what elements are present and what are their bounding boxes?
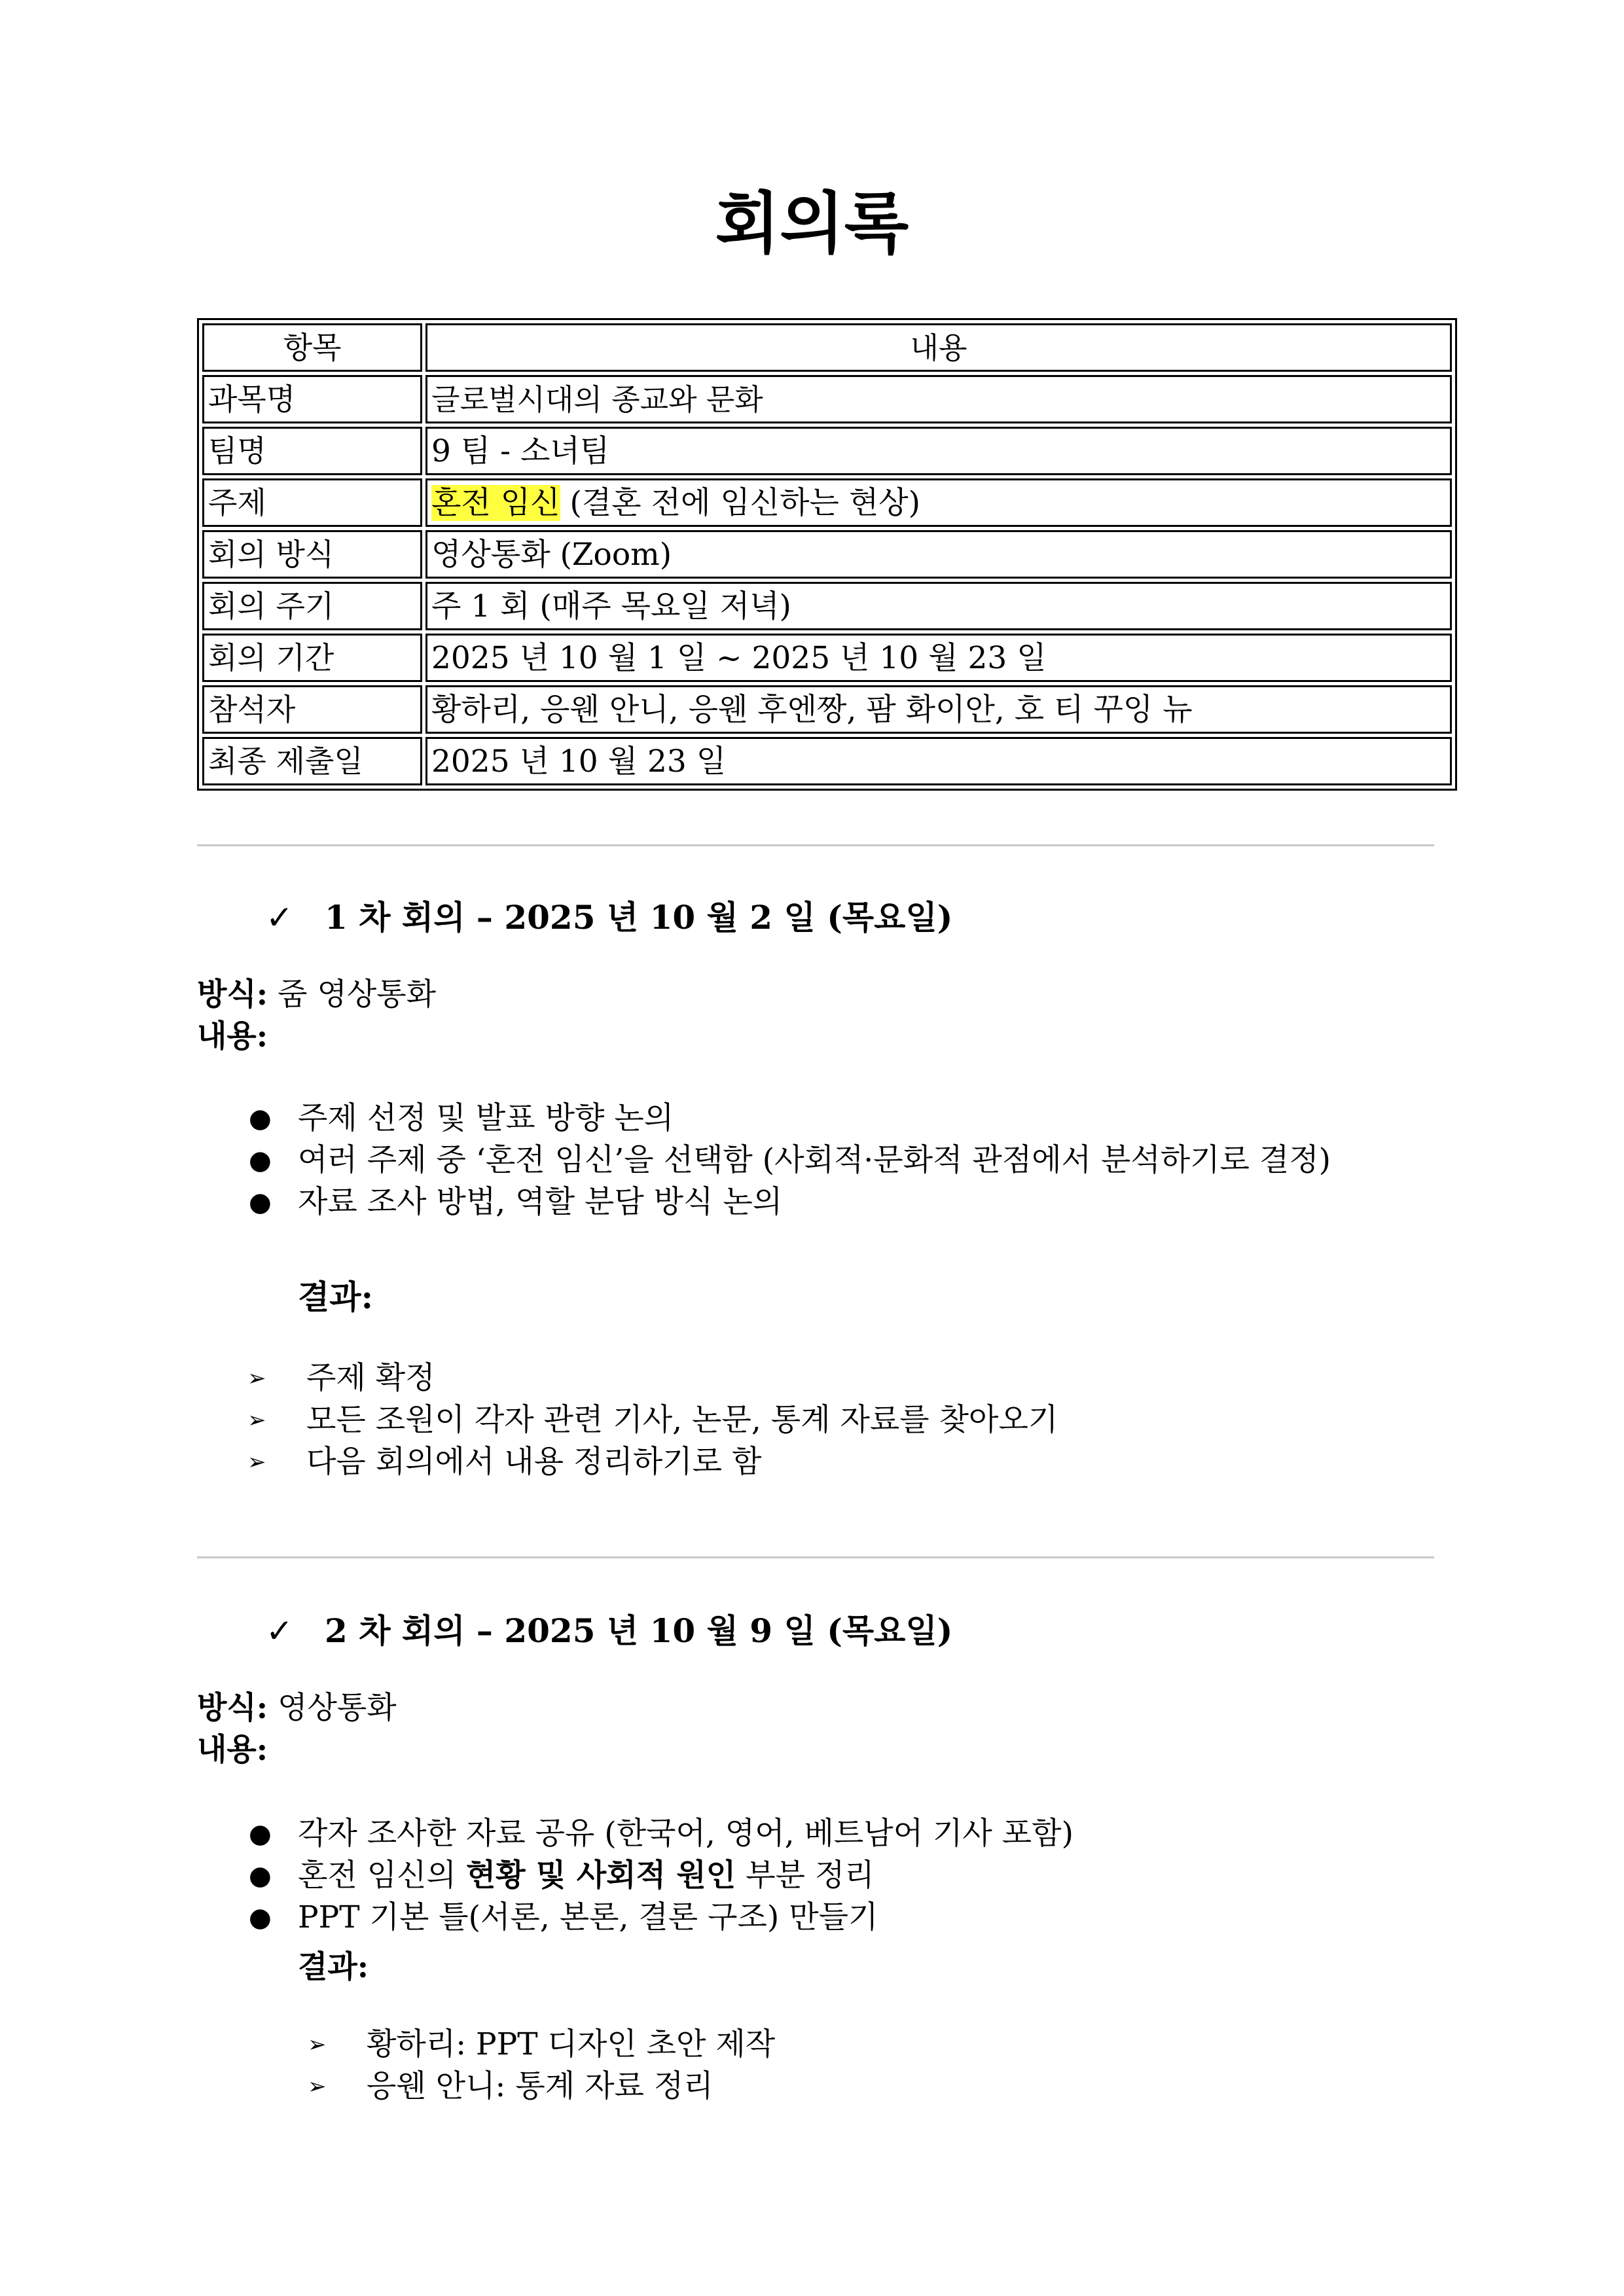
meeting-2-content-label (197, 1729, 268, 1770)
list-item (308, 2066, 775, 2108)
method-label: 방식: (197, 977, 268, 1013)
arrow-bullet-icon: ➢ (247, 1449, 266, 1475)
row-value: 글로벌시대의 종교와 문화 (425, 375, 1452, 423)
list-item (247, 1357, 1058, 1399)
method-value: 줌 영상통화 (268, 977, 437, 1013)
row-value: 9 팀 - 소녀팀 (425, 427, 1452, 475)
arrow-bullet-icon: ➢ (247, 1365, 266, 1391)
bullet-icon: ● (249, 1187, 272, 1217)
list-item-text: 자료 조사 방법, 역할 분담 방식 논의 (298, 1184, 783, 1220)
row-label: 과목명 (202, 375, 422, 423)
table-row (202, 375, 1452, 423)
check-icon: ✓ (266, 899, 293, 937)
list-item-text: 주제 선정 및 발표 방향 논의 (298, 1100, 674, 1136)
row-label: 참석자 (202, 685, 422, 734)
list-item-text: 주제 확정 (306, 1360, 435, 1396)
row-value: 영상통화 (Zoom) (425, 530, 1452, 579)
table-row (202, 427, 1452, 475)
row-label: 주제 (202, 478, 422, 527)
list-item-text: 혼전 임신의 (298, 1857, 466, 1893)
row-label: 최종 제출일 (202, 737, 422, 785)
bullet-icon: ● (249, 1145, 272, 1175)
topic-description: (결혼 전에 임신하는 현상) (560, 484, 921, 521)
list-item (249, 1098, 1456, 1139)
bullet-icon: ● (249, 1861, 272, 1891)
row-label: 회의 주기 (202, 582, 422, 630)
header-item: 항목 (202, 323, 422, 372)
bullet-icon: ● (249, 1903, 272, 1933)
content-label: 내용: (197, 1732, 268, 1768)
table-row (202, 685, 1452, 734)
row-label: 팀명 (202, 427, 422, 475)
meeting-1-bullets (249, 1098, 1456, 1223)
page-title: 회의록 (715, 185, 909, 263)
list-item (249, 1897, 1456, 1939)
meeting-2-bullets (249, 1813, 1456, 1939)
meeting-1-method (197, 974, 436, 1015)
list-item-text: PPT 기본 틀(서론, 본론, 결론 구조) 만들기 (298, 1899, 878, 1935)
list-item-text: 각자 조사한 자료 공유 (한국어, 영어, 베트남어 기사 포함) (298, 1816, 1074, 1852)
bullet-icon: ● (249, 1103, 272, 1134)
table-row (202, 582, 1452, 630)
meeting-1-title: 1 차 회의 – 2025 년 10 월 2 일 (목요일) (325, 898, 953, 937)
meeting-1-results (247, 1357, 1058, 1483)
arrow-bullet-icon: ➢ (308, 2073, 327, 2100)
meeting-2-heading (266, 1605, 952, 1652)
meeting-1-heading (266, 891, 952, 939)
list-item-text: 다음 회의에서 내용 정리하기로 함 (306, 1444, 762, 1480)
list-item-text: 여러 주제 중 ‘혼전 임신’을 선택함 (사회적·문화적 관점에서 분석하기로 결정) (298, 1142, 1331, 1178)
info-table (197, 318, 1457, 791)
meeting-1-content-label (197, 1016, 268, 1057)
table-row (202, 478, 1452, 527)
row-label: 회의 방식 (202, 530, 422, 579)
header-content: 내용 (425, 323, 1452, 372)
row-value: 2025 년 10 월 23 일 (425, 737, 1452, 785)
bullet-icon: ● (249, 1819, 272, 1849)
list-item-bold-text: 현황 및 사회적 원인 (465, 1857, 736, 1893)
method-label: 방식: (197, 1690, 268, 1726)
table-row (202, 634, 1452, 682)
row-value: 2025 년 10 월 1 일 ~ 2025 년 10 월 23 일 (425, 634, 1452, 682)
divider (197, 844, 1434, 846)
list-item (249, 1813, 1456, 1855)
row-label: 회의 기간 (202, 634, 422, 682)
list-item-text: 응웬 안니: 통계 자료 정리 (367, 2068, 713, 2104)
table-header-row (202, 323, 1452, 372)
meeting-1-result-label: 결과: (298, 1278, 374, 1316)
meeting-2-method (197, 1687, 397, 1729)
table-row (202, 530, 1452, 579)
meeting-2-title: 2 차 회의 – 2025 년 10 월 9 일 (목요일) (325, 1611, 953, 1650)
method-value: 영상통화 (268, 1690, 397, 1726)
list-item-text: 모든 조원이 각자 관련 기사, 논문, 통계 자료를 찾아오기 (306, 1402, 1058, 1438)
divider (197, 1556, 1434, 1558)
arrow-bullet-icon: ➢ (308, 2032, 327, 2058)
highlighted-topic: 혼전 임신 (431, 484, 560, 521)
row-value: 주 1 회 (매주 목요일 저녁) (425, 582, 1452, 630)
content-label: 내용: (197, 1018, 268, 1054)
row-value: 황하리, 응웬 안니, 응웬 후엔짱, 팜 화이안, 호 티 꾸잉 뉴 (425, 685, 1452, 734)
check-icon: ✓ (266, 1612, 293, 1650)
row-value (425, 478, 1452, 527)
meeting-2-result-label: 결과: (298, 1949, 369, 1985)
list-item (249, 1855, 1456, 1897)
list-item-text: 부분 정리 (736, 1857, 875, 1893)
list-item (308, 2024, 775, 2066)
list-item (249, 1139, 1456, 1181)
table-row (202, 737, 1452, 785)
list-item (247, 1441, 1058, 1483)
list-item (247, 1399, 1058, 1441)
meeting-2-results (308, 2024, 775, 2108)
list-item (249, 1181, 1456, 1223)
list-item-text: 황하리: PPT 디자인 초안 제작 (367, 2026, 776, 2062)
arrow-bullet-icon: ➢ (247, 1407, 266, 1433)
